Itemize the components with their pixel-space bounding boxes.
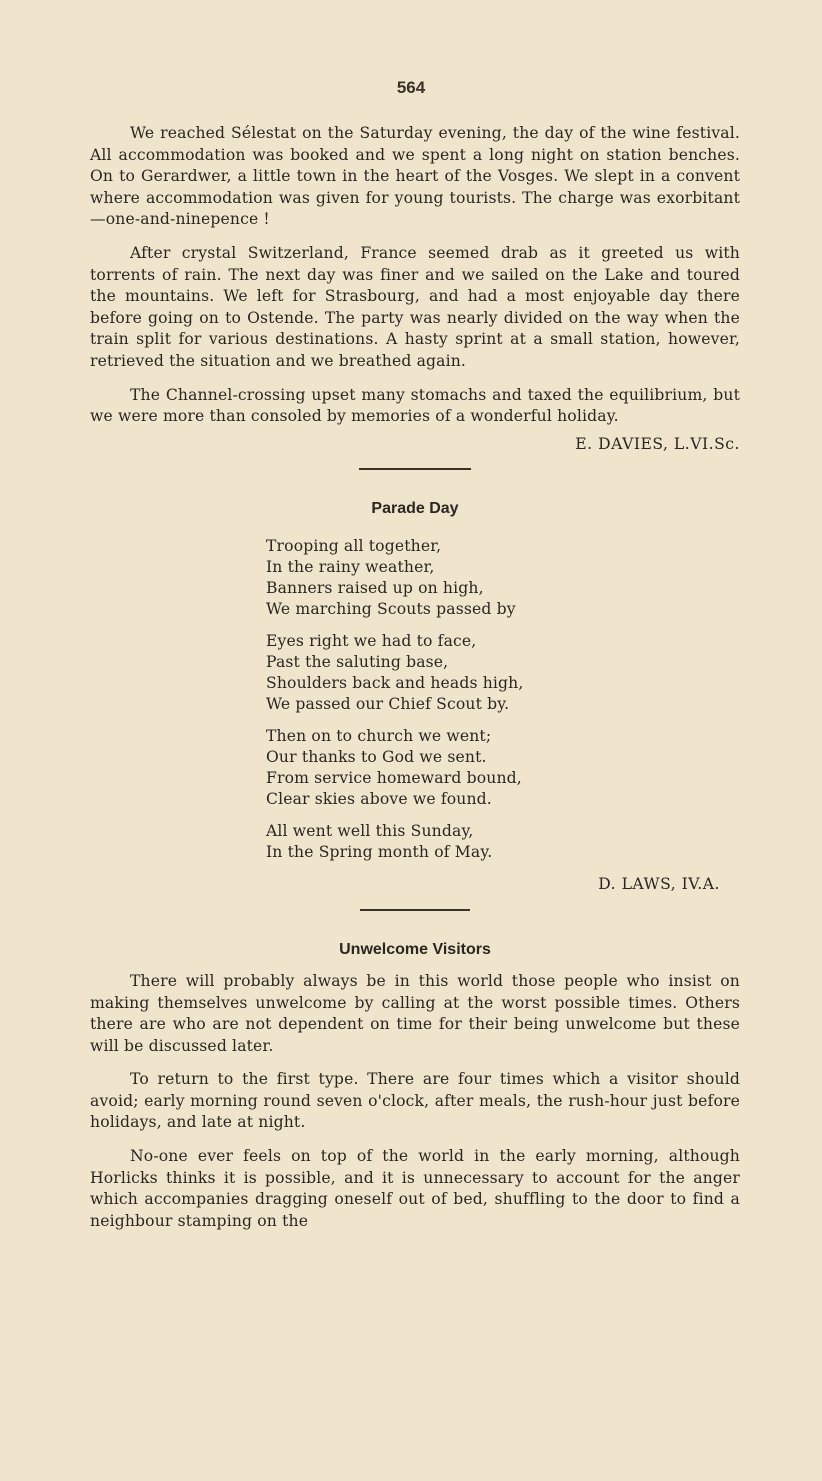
poem-line: We passed our Chief Scout by. [266, 695, 510, 714]
poem-line: In the rainy weather, [266, 558, 435, 577]
section-divider [360, 909, 470, 911]
article-paragraph: The Channel-crossing upset many stomachs and taxed the equilibrium, but we were more than consoled by memories of a wonderful holiday. [90, 385, 740, 426]
article-title: Unwelcome Visitors [339, 940, 491, 958]
poem-line: From service homeward bound, [266, 769, 522, 788]
article-paragraph: After crystal Switzerland, France seemed drab as it greeted us with torrents of rain. The next day was finer and we sailed on the Lake and toured the mountains. We left for Strasbourg, and had a most enjoyable day there before going on to Ostende. The party was nearly divided on the way when the train split for various destinations. A hasty sprint at a small station, however, retrieved the situation and we breathed again. [90, 243, 740, 370]
poem-line: Clear skies above we found. [266, 790, 492, 809]
poem-line: All went well this Sunday, [266, 822, 474, 841]
poem-title: Parade Day [371, 500, 459, 518]
poem-line: Banners raised up on high, [266, 579, 484, 598]
section-divider [359, 468, 471, 470]
article-paragraph: No-one ever feels on top of the world in the early morning, although Horlicks thinks it is possible, and it is unnecessary to account for the anger which accompanies dragging oneself out of bed, shuffling to the door to find a neighbour stamping on the [90, 1147, 740, 1230]
poem [266, 536, 686, 863]
poem-line: Past the saluting base, [266, 653, 449, 672]
poem-line: Shoulders back and heads high, [266, 674, 524, 693]
page-content [90, 123, 740, 1244]
poem-stanza [266, 821, 686, 863]
poem-line: In the Spring month of May. [266, 843, 493, 862]
poem-line: Then on to church we went; [266, 727, 492, 746]
poem-line: Trooping all together, [266, 537, 442, 556]
visitors-article [90, 971, 740, 1233]
poem-stanza [266, 536, 686, 620]
article-paragraph: We reached Sélestat on the Saturday evening, the day of the wine festival. All accommodation was booked and we spent a long night on station benches. On to Gerardwer, a little town in the heart of the Vosges. We slept in a convent where accommodation was given for young tourists. The charge was exorbitant—one-and-ninepence ! [90, 124, 740, 229]
poem-line: Eyes right we had to face, [266, 632, 477, 651]
poem-line: We marching Scouts passed by [266, 600, 516, 619]
article-paragraph: To return to the first type. There are four times which a visitor should avoid; early morning round seven o'clock, after meals, the rush-hour just before holidays, and late at night. [90, 1070, 740, 1132]
article-paragraph: There will probably always be in this world those people who insist on making themselves unwelcome by calling at the worst possible times. Others there are who are not dependent on time for their being unwelcome but these will be discussed later. [90, 971, 740, 1055]
poem-stanza [266, 631, 686, 715]
page-number: 564 [396, 78, 426, 97]
poem-signature: D. LAWS, IV.A. [598, 875, 720, 894]
poem-line: Our thanks to God we sent. [266, 748, 487, 767]
poem-stanza [266, 726, 686, 810]
travel-article [90, 123, 740, 455]
article-signature: E. DAVIES, L.VI.Sc. [575, 434, 740, 453]
